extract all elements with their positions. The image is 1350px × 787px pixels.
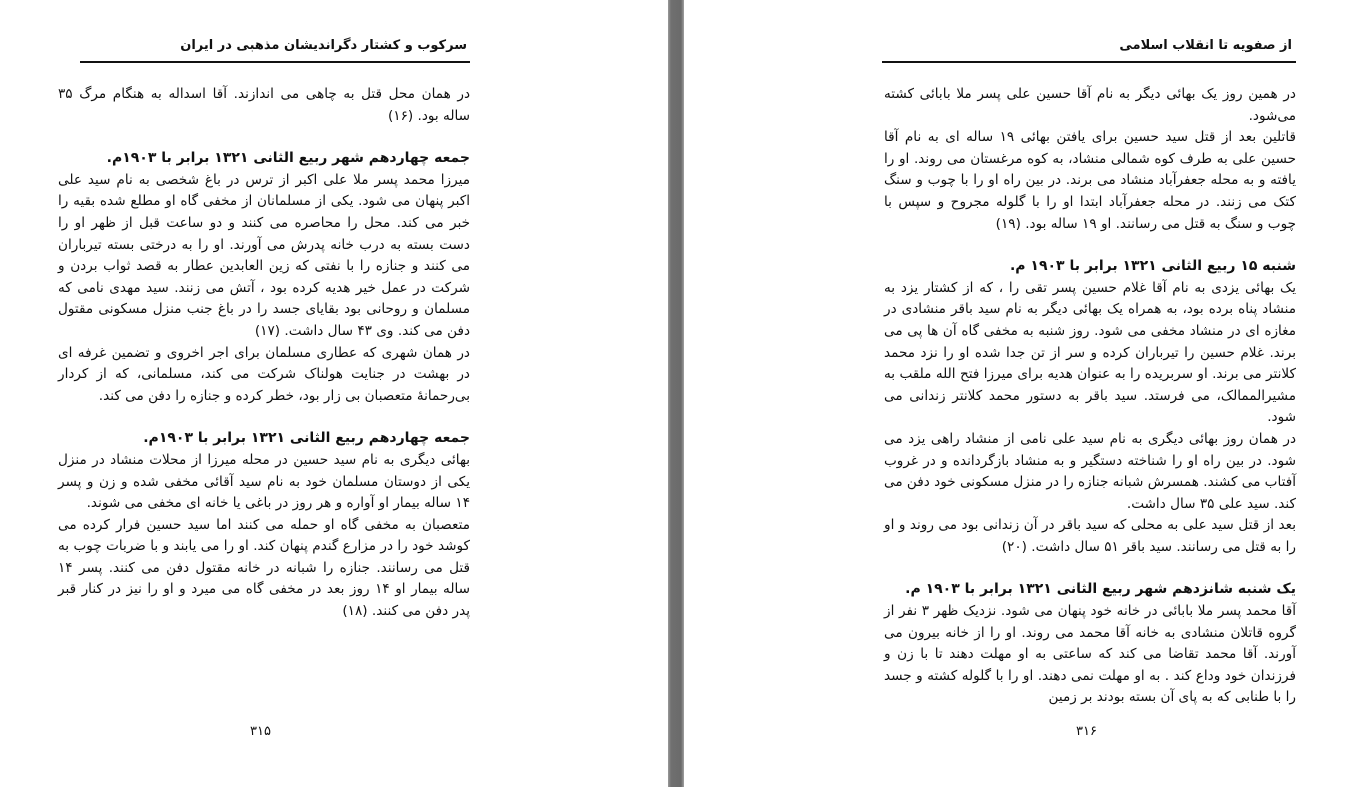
- header-rule: [882, 61, 1296, 63]
- section-heading: جمعه چهاردهم شهر ربیع الثانی ۱۳۲۱ برابر با ۱۹۰۳م.: [106, 150, 470, 167]
- running-head: سرکوب و کشتار دگراندیشان مذهبی در ایران: [180, 38, 467, 53]
- paragraph-spacer: [58, 407, 470, 428]
- paragraph: آقا محمد پسر ملا بابائی در خانه خود پنهان می شود. نزدیک ظهر ۳ نفر از گروه قاتلان منشادی به خانه آقا محمد می روند. او را از خانه بیرون می آورند. آقا محمد تقاضا می کند که ساعتی به او مهلت دهند تا با زن و فرزندان خود وداع کند . به او مهلت نمی دهند. او را با گلوله کشته و جسد را با طنابی که به پای آن بسته بودند بر زمین: [884, 603, 1296, 706]
- paragraph-spacer: [884, 558, 1296, 579]
- body-text: [884, 84, 1296, 709]
- section-heading: شنبه ۱۵ ربیع الثانی ۱۳۲۱ برابر با ۱۹۰۳ م.: [1009, 258, 1296, 275]
- page-number: ۳۱۵: [250, 724, 271, 739]
- paragraph: در همان روز بهائی دیگری به نام سید علی نامی از منشاد راهی یزد می شود. در بین راه او را شناخته دستگیر و به منشاد بازگردانده و در غروب آفتاب می کشند. همسرش شبانه جنازه را در منزل مسکونی خود دفن می کند. سید علی ۳۵ سال داشت.: [884, 430, 1296, 512]
- paragraph: در همان شهری که عطاری مسلمان برای اجر اخروی و تضمین غرفه ای در بهشت در جنایت هولناک شرکت می کند، مسلمانی، که از کردار بی‌رحمانهٔ متعصبان بی زار بود، خطر کرده و جنازه را دفن می کند.: [58, 344, 470, 404]
- paragraph: یک بهائی یزدی به نام آقا غلام حسین پسر تقی را ، که از کشتار یزد به منشاد پناه برده بود، به همراه یک بهائی دیگر به نام سید باقر منشادی در مغازه ای در منشاد مخفی می شود. روز شنبه به مخفی گاه آن ها پی می برند. غلام حسین را تیرباران کرده و سر از تن جدا شده او را نزد محمد کلانتر می برند. او سربریده را به عنوان هدیه برای میرزا فتح الله ملقب به مشیرالممالک، می فرستد. سید باقر به دستور محمد کلانتر زندانی می شود.: [884, 279, 1296, 426]
- section-heading: جمعه چهاردهم ربیع الثانی ۱۳۲۱ برابر با ۱۹۰۳م.: [143, 430, 470, 447]
- paragraph: قاتلین بعد از قتل سید حسین برای یافتن بهائی ۱۹ ساله ای به نام آقا حسین علی به طرف کوه شمالی منشاد، به کوه مرغستان می روند. او را یافته و به محله جعفرآباد منشاد می برند. در بین راه او را با چوب و سنگ کتک می زنند. در محله جعفرآباد ابتدا او را با گلوله مجروح و سپس با چوب و سنگ به قتل می رسانند. او ۱۹ ساله بود. (۱۹): [884, 129, 1296, 232]
- paragraph: در همان محل قتل به چاهی می اندازند. آقا اسداله به هنگام مرگ ۳۵ ساله بود. (۱۶): [58, 86, 470, 124]
- page-number: ۳۱۶: [1076, 724, 1097, 739]
- paragraph: در همین روز یک بهائی دیگر به نام آقا حسین علی پسر ملا بابائی کشته می‌شود.: [884, 86, 1296, 124]
- header-rule: [80, 61, 470, 63]
- paragraph: بعد از قتل سید علی به محلی که سید باقر در آن زندانی بود می روند و او را به قتل می رسانند. سید باقر ۵۱ سال داشت. (۲۰): [884, 517, 1296, 555]
- book-gutter: [668, 0, 684, 787]
- running-head: از صفویه تا انقلاب اسلامی: [1119, 38, 1292, 53]
- body-text: [58, 84, 470, 623]
- paragraph-spacer: [58, 127, 470, 148]
- paragraph: متعصبان به مخفی گاه او حمله می کنند اما سید حسین فرار کرده می کوشد خود را در مزارع گندم پنهان کند. او را می یابند و با ضربات چوب به قتل می رسانند. جنازه را شبانه در خانه مقتول دفن می کنند. پسر ۱۴ ساله بیمار او ۱۴ روز بعد در مخفی گاه می میرد و او را نیز در کنار قبر پدر دفن می کنند. (۱۸): [58, 516, 471, 620]
- paragraph: میرزا محمد پسر ملا علی اکبر از ترس در باغ شخصی به نام سید علی اکبر پنهان می شود. یکی از مسلمانان از مخفی گاه او مطلع شده بقیه را خبر می کند. محل را محاصره می کنند و دو ساعت قبل از ظهر او را دست بسته به درب خانه پدرش می آورند. او را به درختی بسته تیرباران می کنند و جنازه را با نفتی که زین العابدین عطار به قصد ثواب بردن و شرکت در عمل خیر هدیه کرده بود ، آتش می زنند. سید مهدی نامی که مسلمان و روحانی بود بقایای جسد را در باغ جنب منزل مسکونی مقتول دفن می کند. وی ۴۳ سال داشت. (۱۷): [58, 171, 470, 339]
- right-page: [684, 0, 1350, 787]
- section-heading: یک شنبه شانزدهم شهر ربیع الثانی ۱۳۲۱ برابر با ۱۹۰۳ م.: [905, 581, 1296, 598]
- paragraph: بهائی دیگری به نام سید حسین در محله میرزا از محلات منشاد در منزل یکی از دوستان مسلمان خود به نام سید آقائی مخفی شده و زن و پسر ۱۴ ساله بیمار او آواره و هر روز در باغی یا خانه ای مخفی می شوند.: [58, 451, 470, 512]
- paragraph-spacer: [884, 235, 1296, 256]
- left-page: [0, 0, 668, 787]
